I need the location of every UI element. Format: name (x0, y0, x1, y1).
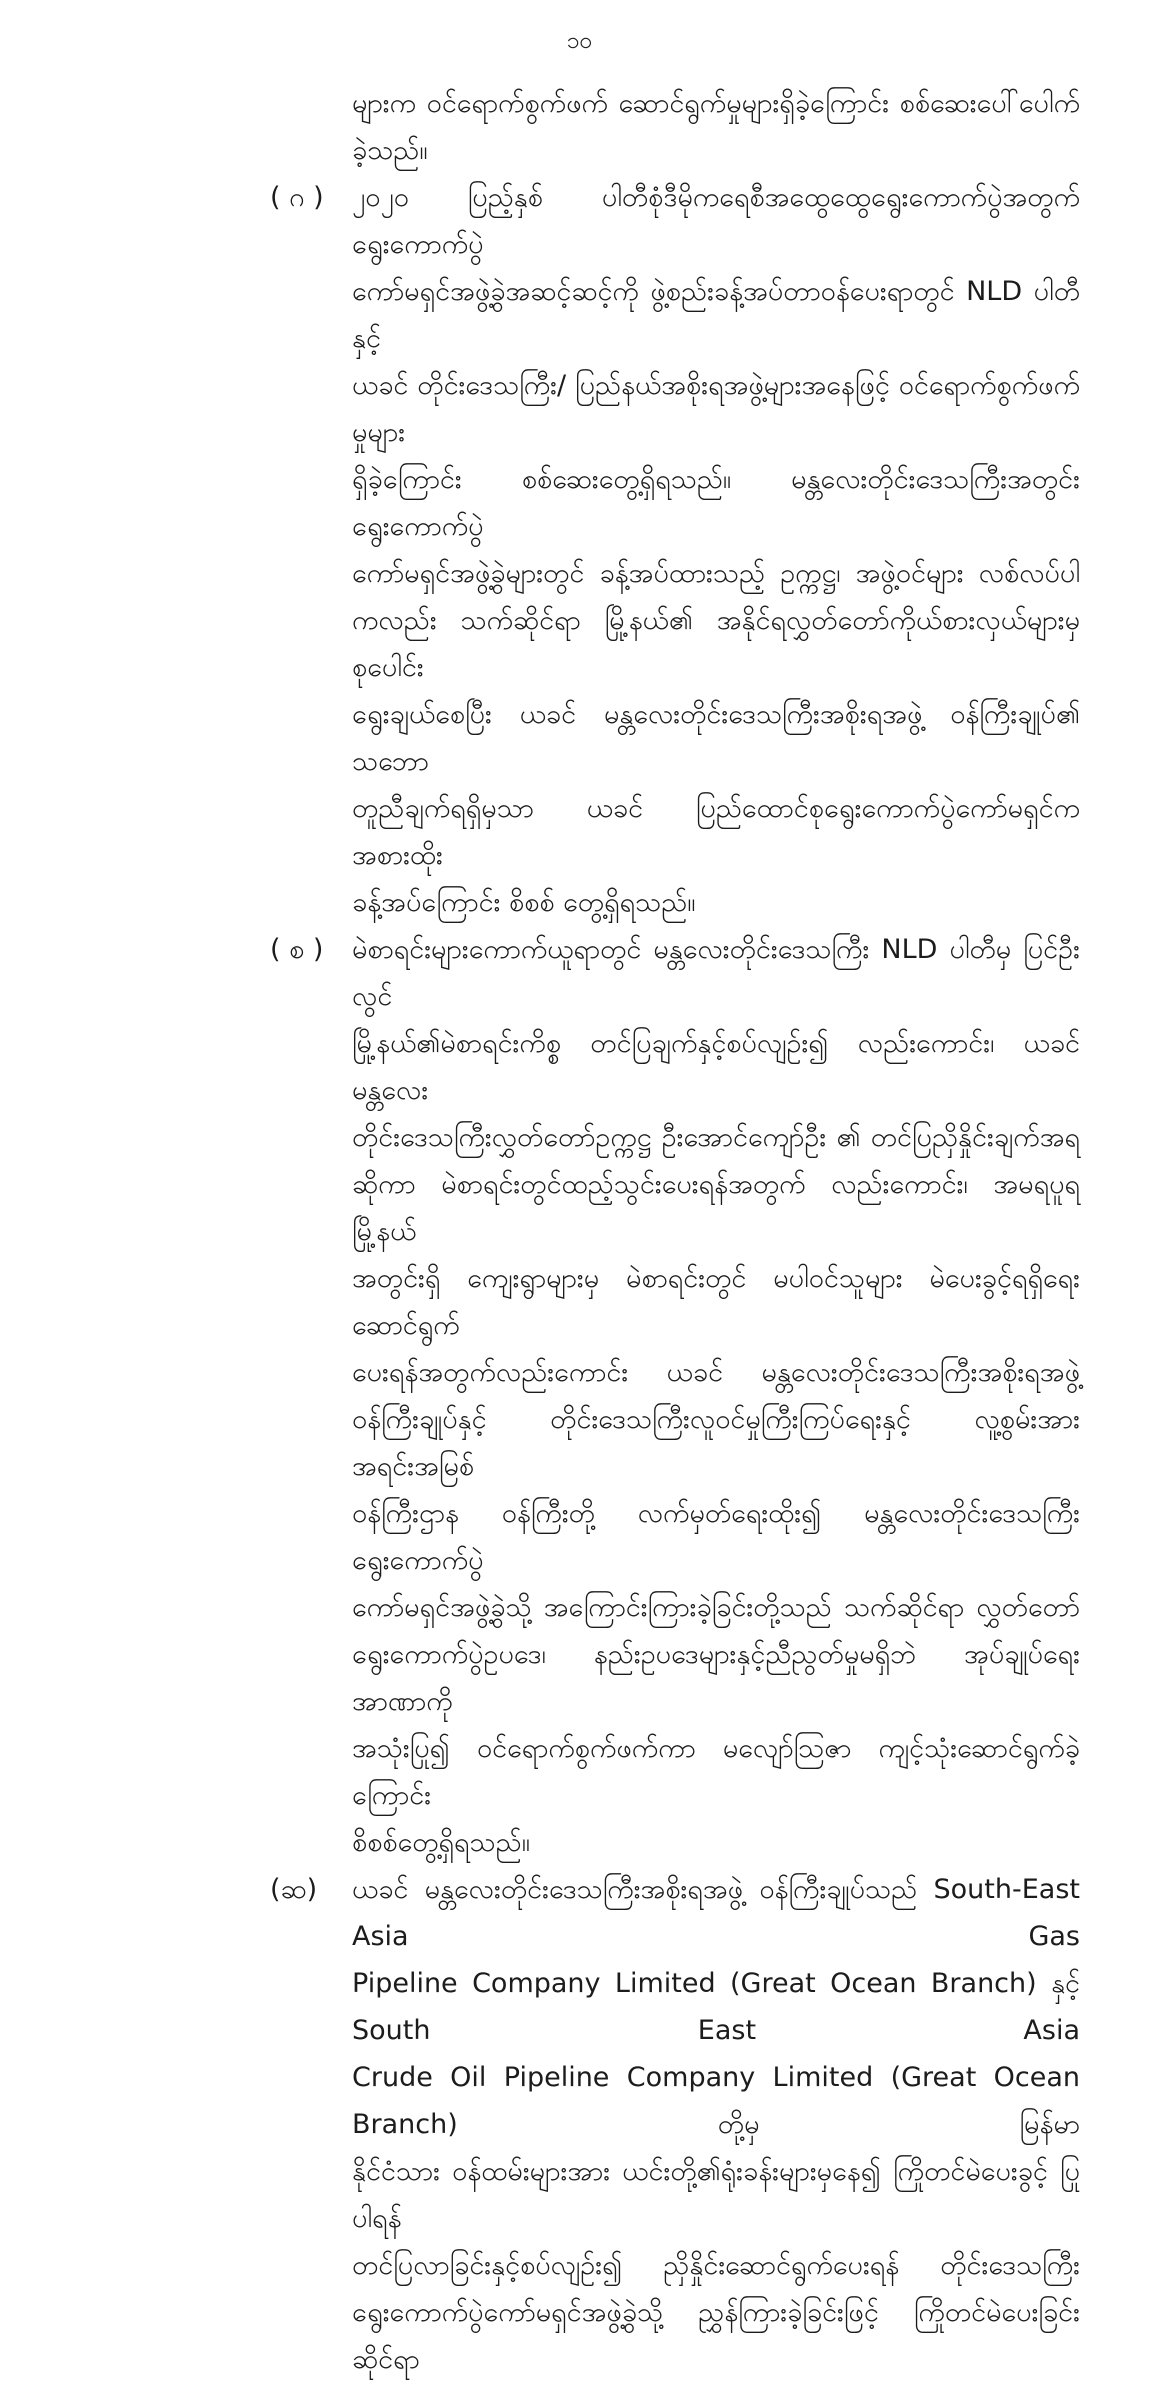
text-line: ပေးရန်အတွက်လည်းကောင်း ယခင် မန္တလေးတိုင်းဒေသကြီးအစိုးရအဖွဲ့ (352, 1357, 1080, 1388)
text-line: ခန့်အပ်ကြောင်း စိစစ် တွေ့ရှိရသည်။ (352, 887, 696, 918)
list-marker: ( စ ) (270, 934, 324, 965)
continuation-paragraph (352, 80, 1080, 174)
text-line: Pipeline Company Limited (Great Ocean Branch) နှင့် South East Asia (352, 1968, 1080, 2046)
list-item-hsa (270, 1866, 1080, 2383)
text-line: ယခင် မန္တလေးတိုင်းဒေသကြီးအစိုးရအဖွဲ့ ဝန်ကြီးချုပ်သည် South-East Asia Gas (352, 1874, 1080, 1952)
list-marker: ( ဂ ) (270, 182, 324, 213)
list-marker: (ဆ) (270, 1874, 318, 1905)
text-line: စိစစ်တွေ့ရှိရသည်။ (352, 1827, 530, 1858)
list-item-ga (270, 174, 1080, 926)
text-line: ရွေးချယ်စေပြီး ယခင် မန္တလေးတိုင်းဒေသကြီးအစိုးရအဖွဲ့ ဝန်ကြီးချုပ်၏ သဘော (352, 699, 1080, 777)
text-line: တူညီချက်ရရှိမှသာ ယခင် ပြည်ထောင်စုရွေးကောက်ပွဲကော်မရှင်က အစားထိုး (352, 793, 1080, 871)
text-line: မဲစာရင်းများကောက်ယူရာတွင် မန္တလေးတိုင်းဒေသကြီး NLD ပါတီမှ ပြင်ဦးလွင် (352, 934, 1080, 1012)
text-line: နိုင်ငံသား ဝန်ထမ်းများအား ယင်းတို့၏ရုံးခန်းများမှနေ၍ ကြိုတင်မဲပေးခွင့် ပြုပါရန် (352, 2156, 1080, 2234)
text-line: ရွေးကောက်ပွဲကော်မရှင်အဖွဲ့ခွဲသို့ ညွှန်ကြားခဲ့ခြင်းဖြင့် ကြိုတင်မဲပေးခြင်းဆိုင်ရာ (352, 2297, 1080, 2375)
text-line: ကော်မရှင်အဖွဲ့ခွဲသို့ အကြောင်းကြားခဲ့ခြင်းတို့သည် သက်ဆိုင်ရာ လွှတ်တော် (352, 1592, 1080, 1623)
text-line: ဝန်ကြီးဌာန ဝန်ကြီးတို့ လက်မှတ်ရေးထိုး၍ မန္တလေးတိုင်းဒေသကြီး ရွေးကောက်ပွဲ (352, 1498, 1080, 1576)
text-line: Crude Oil Pipeline Company Limited (Great Ocean Branch) တို့မှ မြန်မာ (352, 2062, 1080, 2140)
text-line: ကလည်း သက်ဆိုင်ရာ မြို့နယ်၏ အနိုင်ရလွှတ်တော်ကိုယ်စားလှယ်များမှ စုပေါင်း (352, 605, 1080, 683)
page-number: ၁၀ (566, 28, 593, 54)
text-line: ကော်မရှင်အဖွဲ့ခွဲများတွင် ခန့်အပ်ထားသည့် ဥက္ကဋ္ဌ၊ အဖွဲ့ဝင်များ လစ်လပ်ပါ (352, 558, 1080, 589)
page-content (0, 56, 1159, 2383)
list-item-sa (270, 926, 1080, 1866)
text-line: အတွင်းရှိ ကျေးရွာများမှ မဲစာရင်းတွင် မပါဝင်သူများ မဲပေးခွင့်ရရှိရေး ဆောင်ရွက် (352, 1263, 1080, 1341)
list-item-body (352, 1866, 1080, 2383)
text-line: ဝန်ကြီးချုပ်နှင့် တိုင်းဒေသကြီးလူဝင်မှုကြီးကြပ်ရေးနှင့် လူ့စွမ်းအား အရင်းအမြစ် (352, 1404, 1080, 1482)
text-line: အသုံးပြု၍ ဝင်ရောက်စွက်ဖက်ကာ မလျော်ဩဇာ ကျင့်သုံးဆောင်ရွက်ခဲ့ကြောင်း (352, 1733, 1080, 1811)
text-line: ယခင် တိုင်းဒေသကြီး/ ပြည်နယ်အစိုးရအဖွဲ့များအနေဖြင့် ဝင်ရောက်စွက်ဖက်မှုများ (352, 370, 1080, 448)
text-line: မြို့နယ်၏မဲစာရင်းကိစ္စ တင်ပြချက်နှင့်စပ်လျဉ်း၍ လည်းကောင်း၊ ယခင် မန္တလေး (352, 1028, 1080, 1106)
text-line: များက ဝင်ရောက်စွက်ဖက် ဆောင်ရွက်မှုများရှိခဲ့ကြောင်း စစ်ဆေးပေါ်ပေါက် (352, 88, 1080, 119)
text-line: ၂၀၂၀ ပြည့်နှစ် ပါတီစုံဒီမိုကရေစီအထွေထွေရွေးကောက်ပွဲအတွက် ရွေးကောက်ပွဲ (352, 182, 1080, 260)
text-line: ရှိခဲ့ကြောင်း စစ်ဆေးတွေ့ရှိရသည်။ မန္တလေးတိုင်းဒေသကြီးအတွင်း ရွေးကောက်ပွဲ (352, 464, 1080, 542)
text-line: ရွေးကောက်ပွဲဥပဒေ၊ နည်းဥပဒေများနှင့်ညီညွတ်မှုမရှိဘဲ အုပ်ချုပ်ရေး အာဏာကို (352, 1639, 1080, 1717)
text-line: ဆိုကာ မဲစာရင်းတွင်ထည့်သွင်းပေးရန်အတွက် လည်းကောင်း၊ အမရပူရမြို့နယ် (352, 1169, 1080, 1247)
list-item-body (352, 174, 1080, 926)
text-line: တိုင်းဒေသကြီးလွှတ်တော်ဥက္ကဋ္ဌ ဦးအောင်ကျော်ဦး ၏ တင်ပြညှိနှိုင်းချက်အရ (352, 1122, 1080, 1153)
text-line: ကော်မရှင်အဖွဲ့ခွဲအဆင့်ဆင့်ကို ဖွဲ့စည်းခန့်အပ်တာဝန်ပေးရာတွင် NLD ပါတီနှင့် (352, 276, 1080, 354)
text-line: တင်ပြလာခြင်းနှင့်စပ်လျဉ်း၍ ညှိနှိုင်းဆောင်ရွက်ပေးရန် တိုင်းဒေသကြီး (352, 2250, 1080, 2281)
list-item-body (352, 926, 1080, 1866)
text-line: ခဲ့သည်။ (352, 135, 428, 166)
